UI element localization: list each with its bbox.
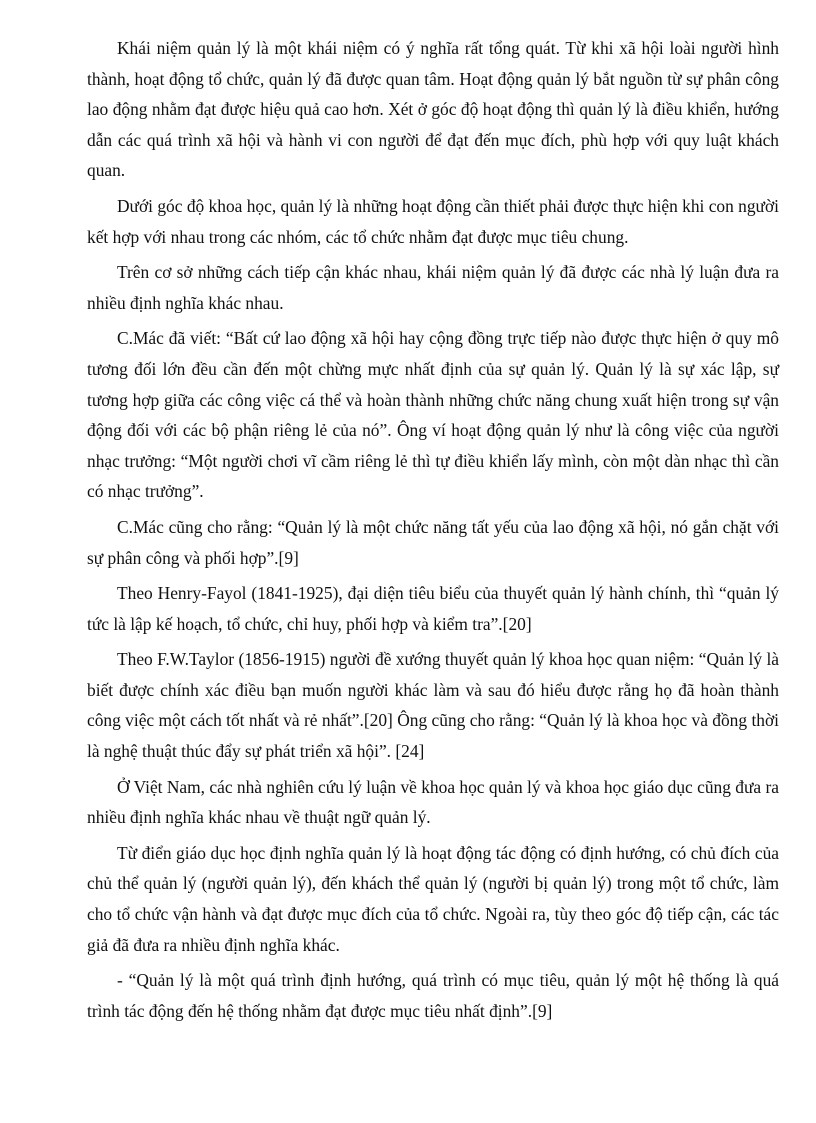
paragraph-10-text: - “Quản lý là một quá trình định hướng, quá trình có mục tiêu, quản lý một hệ thống là quá trình tác động đến hệ thống nhằm đạt được mục tiêu nhất định”.[9]: [87, 970, 779, 1021]
paragraph-3: [87, 257, 779, 318]
paragraph-10: [87, 965, 779, 1026]
paragraph-6: [87, 578, 779, 639]
paragraph-3-text: Trên cơ sở những cách tiếp cận khác nhau, khái niệm quản lý đã được các nhà lý luận đưa ra nhiều định nghĩa khác nhau.: [87, 262, 779, 313]
paragraph-8-text: Ở Việt Nam, các nhà nghiên cứu lý luận về khoa học quản lý và khoa học giáo dục cũng đưa ra nhiều định nghĩa khác nhau về thuật ngữ quản lý.: [87, 776, 779, 828]
paragraph-7-text: Theo F.W.Taylor (1856-1915) người đề xướng thuyết quản lý khoa học quan niệm: “Quản lý là biết được chính xác điều bạn muốn người khác làm và sau đó hiểu được rằng họ đã hoàn thành công việc một cách tốt nhất và rẻ nhất”.[20] Ông cũng cho rằng: “Quản lý là khoa học và đồng thời là nghệ thuật thúc đẩy sự phát triển xã hội”. [24]: [87, 649, 779, 762]
paragraph-1-text: Khái niệm quản lý là một khái niệm có ý nghĩa rất tổng quát. Từ khi xã hội loài người hình thành, hoạt động tổ chức, quản lý đã được quan tâm. Hoạt động quản lý bắt nguồn từ sự phân công lao động nhằm đạt được hiệu quả cao hơn. Xét ở góc độ hoạt động thì quản lý là điều khiển, hướng dẫn các quá trình xã hội và hành vi con người để đạt đến mục đích, phù hợp với quy luật khách quan.: [87, 38, 779, 181]
paragraph-8: [87, 772, 779, 833]
paragraph-9: [87, 838, 779, 960]
paragraph-4: [87, 323, 779, 507]
document-body: [87, 33, 779, 1031]
paragraph-4-text: C.Mác đã viết: “Bất cứ lao động xã hội hay cộng đồng trực tiếp nào được thực hiện ở quy mô tương đối lớn đều cần đến một chừng mực nhất định của sự quản lý. Quản lý là sự xác lập, sự tương hợp giữa các công việc cá thể và hoàn thành những chức năng chung xuất hiện trong sự vận động đối với các bộ phận riêng lẻ của nó”. Ông ví hoạt động quản lý như là công việc của người nhạc trưởng: “Một người chơi vĩ cầm riêng lẻ thì tự điều khiển lấy mình, còn một dàn nhạc thì cần có nhạc trưởng”.: [87, 328, 779, 502]
paragraph-2: [87, 191, 779, 252]
paragraph-1: [87, 33, 779, 186]
paragraph-5: [87, 512, 779, 573]
paragraph-7: [87, 644, 779, 766]
paragraph-6-text: Theo Henry-Fayol (1841-1925), đại diện tiêu biểu của thuyết quản lý hành chính, thì “quản lý tức là lập kế hoạch, tổ chức, chỉ huy, phối hợp và kiểm tra”.[20]: [87, 583, 779, 634]
paragraph-2-text: Dưới góc độ khoa học, quản lý là những hoạt động cần thiết phải được thực hiện khi con người kết hợp với nhau trong các nhóm, các tổ chức nhằm đạt được mục tiêu chung.: [87, 195, 779, 247]
paragraph-5-text: C.Mác cũng cho rằng: “Quản lý là một chức năng tất yếu của lao động xã hội, nó gắn chặt với sự phân công và phối hợp”.[9]: [87, 516, 779, 568]
paragraph-9-text: Từ điển giáo dục học định nghĩa quản lý là hoạt động tác động có định hướng, có chủ đích của chủ thể quản lý (người quản lý), đến khách thể quản lý (người bị quản lý) trong một tổ chức, làm cho tổ chức vận hành và đạt được mục đích của tổ chức. Ngoài ra, tùy theo góc độ tiếp cận, các tác giả đã đưa ra nhiều định nghĩa khác.: [87, 842, 779, 955]
